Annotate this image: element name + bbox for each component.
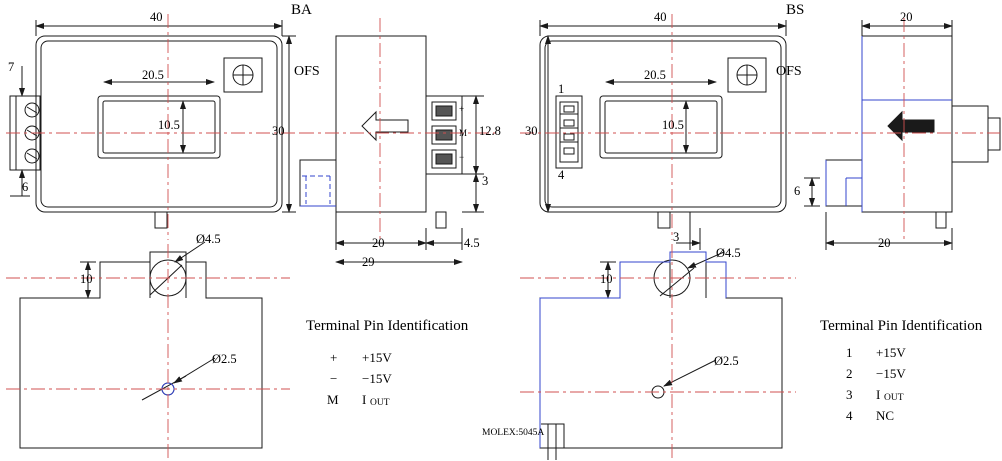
dim-bs-foot: 3 (673, 230, 680, 244)
terminal-right-pin-1: 2 (846, 366, 853, 381)
dim-ba-hole-big: Ø4.5 (196, 232, 221, 246)
ba-bottom-view (20, 242, 262, 448)
terminal-left-signal-1: −15V (362, 371, 392, 386)
dim-bs-hole-big: Ø4.5 (716, 246, 741, 260)
terminal-left-pin-2: M (327, 392, 339, 407)
bs-pin-1-label: 1 (558, 82, 565, 96)
terminal-right-signal-0: +15V (876, 345, 906, 360)
dim-bs-side-height: 6 (794, 184, 801, 198)
connector-mark-m: M (459, 128, 468, 138)
ba-side-view (300, 36, 465, 228)
dim-bs-depth: 20 (878, 236, 891, 250)
terminal-left-signal-2: I (362, 392, 367, 407)
dim-ba-width: 40 (150, 10, 163, 24)
dim-ba-overall: 29 (362, 255, 375, 269)
view-title-bs: BS (786, 2, 805, 18)
ofs-label-ba: OFS (294, 64, 320, 79)
bs-front-dimensions (540, 20, 786, 250)
dim-ba-hole-small: Ø2.5 (212, 352, 237, 366)
ba-front-dimensions (10, 20, 296, 212)
connector-part-number: MOLEX:5045A (482, 428, 545, 438)
terminal-right-signal-1: −15V (876, 366, 906, 381)
dim-ba-left-top: 7 (8, 60, 15, 74)
bs-pin-4-label: 4 (558, 168, 565, 182)
dim-ba-height: 30 (272, 124, 285, 138)
terminal-heading-left: Terminal Pin Identification (306, 318, 469, 334)
dim-ba-lead: 4.5 (464, 236, 480, 250)
dim-ba-left-bottom: 6 (22, 180, 29, 194)
dim-ba-depth: 20 (372, 236, 385, 250)
dim-bs-slot: 10 (600, 272, 613, 286)
dim-bs-hole-small: Ø2.5 (714, 354, 739, 368)
dim-ba-foot-offset: 3 (482, 174, 489, 188)
dim-ba-window-width: 20.5 (142, 68, 164, 82)
bs-bottom-view (540, 252, 782, 460)
bs-side-dimensions (804, 20, 952, 250)
ofs-label-bs: OFS (776, 64, 802, 79)
dim-ba-terminal-height: 12.8 (479, 124, 501, 138)
terminal-right-pin-3: 4 (846, 408, 853, 423)
bs-bottom-blue (540, 252, 726, 448)
view-title-ba: BA (291, 2, 312, 18)
bs-side-view (826, 36, 1000, 228)
terminal-right-pin-2: 3 (846, 387, 853, 402)
connector-mark-minus: − (459, 152, 465, 162)
terminal-right-signal-2: I (876, 387, 881, 402)
terminal-left-signal-0: +15V (362, 350, 392, 365)
connector-mark-plus: + (459, 104, 465, 114)
terminal-right-signal-3: NC (876, 408, 895, 423)
terminal-left-pin-1: − (330, 371, 338, 386)
dim-ba-window-height: 10.5 (158, 118, 180, 132)
terminal-heading-right: Terminal Pin Identification (820, 318, 983, 334)
dim-bs-window-width: 20.5 (644, 68, 666, 82)
terminal-right-signal-2-sub: OUT (884, 393, 904, 403)
dim-ba-slot: 10 (80, 272, 93, 286)
ba-front-view (10, 36, 282, 228)
dim-bs-width: 40 (654, 10, 667, 24)
dim-bs-window-height: 10.5 (662, 118, 684, 132)
terminal-left-signal-2-sub: OUT (370, 398, 390, 408)
dim-bs-side-width: 20 (900, 10, 913, 24)
terminal-left-pin-0: + (330, 350, 338, 365)
dim-bs-height: 30 (525, 124, 538, 138)
ba-side-hidden-lines (300, 176, 336, 206)
terminal-right-pin-0: 1 (846, 345, 853, 360)
